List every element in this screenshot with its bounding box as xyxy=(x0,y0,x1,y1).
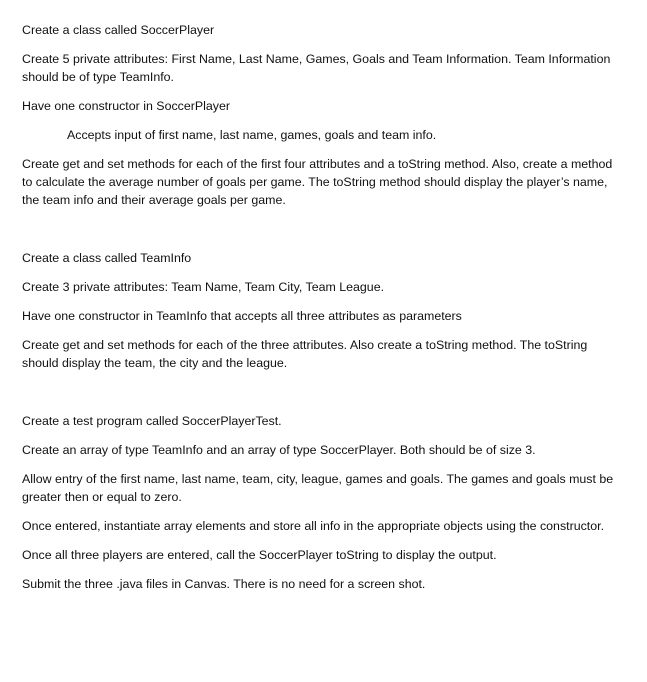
paragraph-soccerplayer-attributes: Create 5 private attributes: First Name, Last Name, Games, Goals and Team Information. Team Information should be of type TeamInfo. xyxy=(22,52,611,84)
paragraph-soccerplayer-constructor-inputs: Accepts input of first name, last name, games, goals and team info. xyxy=(67,128,437,142)
section-team-info xyxy=(22,249,617,372)
paragraph-test-arrays: Create an array of type TeamInfo and an array of type SoccerPlayer. Both should be of size 3. xyxy=(22,443,536,457)
paragraph-soccerplayer-constructor: Have one constructor in SoccerPlayer xyxy=(22,99,230,113)
paragraph-teaminfo-methods: Create get and set methods for each of the three attributes. Also create a toString method. The toString should display the team, the city and the league. xyxy=(22,338,588,370)
paragraph-soccerplayer-methods: Create get and set methods for each of the first four attributes and a toString method. Also, create a method to calculate the average number of goals per game. The toString method should display the player’s name, the team info and their average goals per game. xyxy=(22,157,613,207)
paragraph-create-soccerplayer-class: Create a class called SoccerPlayer xyxy=(22,23,215,37)
paragraph-test-instantiate: Once entered, instantiate array elements and store all info in the appropriate objects using the constructor. xyxy=(22,519,605,533)
paragraph-teaminfo-attributes: Create 3 private attributes: Team Name, Team City, Team League. xyxy=(22,280,385,294)
section-soccer-player xyxy=(22,21,617,209)
paragraph-test-display-output: Once all three players are entered, call the SoccerPlayer toString to display the output. xyxy=(22,548,497,562)
paragraph-create-teaminfo-class: Create a class called TeamInfo xyxy=(22,251,192,265)
paragraph-submission-instructions: Submit the three .java files in Canvas. There is no need for a screen shot. xyxy=(22,577,426,591)
section-spacer xyxy=(22,383,617,412)
section-soccer-player-test xyxy=(22,412,617,593)
paragraph-test-entry: Allow entry of the first name, last name, team, city, league, games and goals. The games and goals must be greater then or equal to zero. xyxy=(22,472,614,504)
paragraph-create-test-program: Create a test program called SoccerPlayerTest. xyxy=(22,414,282,428)
section-spacer xyxy=(22,220,617,249)
paragraph-teaminfo-constructor: Have one constructor in TeamInfo that accepts all three attributes as parameters xyxy=(22,309,462,323)
